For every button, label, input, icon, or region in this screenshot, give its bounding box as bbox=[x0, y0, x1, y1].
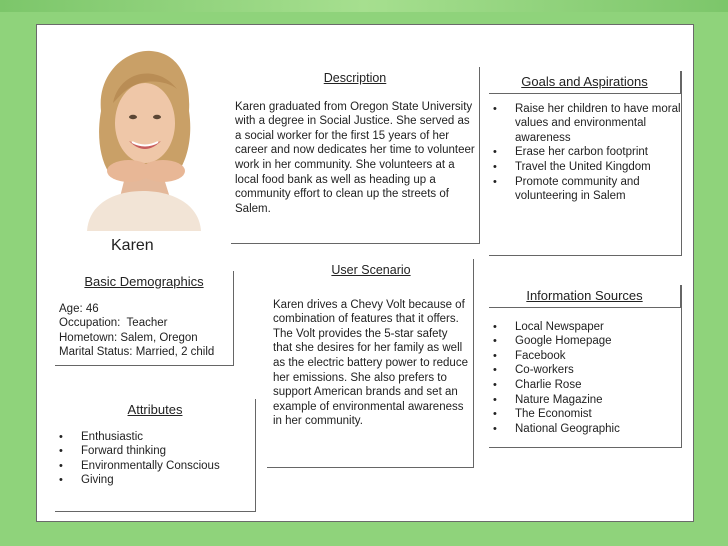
goal-item: • Travel the United Kingdom bbox=[489, 160, 681, 175]
source-item: • Facebook bbox=[489, 349, 681, 364]
source-item: • Google Homepage bbox=[489, 334, 681, 349]
information-sources-box bbox=[489, 285, 682, 448]
persona-name: Karen bbox=[111, 237, 154, 254]
information-sources-heading: Information Sources bbox=[489, 285, 681, 308]
goals-box bbox=[489, 71, 682, 256]
attribute-item: • Enthusiastic bbox=[55, 430, 255, 445]
goal-item: • Erase her carbon footprint bbox=[489, 145, 681, 160]
source-item: • National Geographic bbox=[489, 422, 681, 437]
source-item: • Co-workers bbox=[489, 363, 681, 378]
attribute-item: • Forward thinking bbox=[55, 444, 255, 459]
persona-photo bbox=[79, 41, 207, 231]
attributes-heading: Attributes bbox=[127, 402, 183, 417]
demographics-age: Age: 46 bbox=[59, 302, 99, 315]
information-sources-list bbox=[489, 320, 681, 437]
description-text: Karen graduated from Oregon State University with a degree in Social Justice. She served as a social worker for the first 15 years of her career and now dedicates her time to volunteer work in her community. She volunteers at a local food bank as well as heading up a community effort to clean up the streets of Salem. bbox=[235, 100, 475, 215]
goals-heading: Goals and Aspirations bbox=[489, 71, 681, 94]
attribute-item: • Giving bbox=[55, 473, 255, 488]
source-item: • Charlie Rose bbox=[489, 378, 681, 393]
attributes-list bbox=[55, 430, 255, 488]
goals-list bbox=[489, 102, 681, 204]
user-scenario-box bbox=[267, 259, 474, 468]
demographics-box bbox=[55, 271, 234, 366]
demographics-hometown: Hometown: Salem, Oregon bbox=[59, 331, 198, 344]
source-item: • Local Newspaper bbox=[489, 320, 681, 335]
demographics-marital-status: Marital Status: Married, 2 child bbox=[59, 346, 215, 359]
demographics-heading: Basic Demographics bbox=[84, 274, 204, 289]
attribute-item: • Environmentally Conscious bbox=[55, 459, 255, 474]
persona-slide bbox=[36, 24, 694, 522]
goal-item: • Promote community and volunteering in Salem bbox=[489, 175, 681, 204]
goal-item: • Raise her children to have moral values and environmental awareness bbox=[489, 102, 681, 146]
description-heading: Description bbox=[323, 71, 387, 85]
attributes-box bbox=[55, 399, 256, 512]
user-scenario-heading: User Scenario bbox=[331, 263, 411, 277]
demographics-occupation: Occupation: Teacher bbox=[59, 317, 168, 330]
top-decorative-strip bbox=[0, 0, 728, 12]
source-item: • Nature Magazine bbox=[489, 393, 681, 408]
source-item: • The Economist bbox=[489, 407, 681, 422]
user-scenario-text: Karen drives a Chevy Volt because of combination of features that it offers. The Volt provides the 5-star safety that she desires for her family as well as the electric battery power to reduce her emissions. She also prefers to support American brands and set an example of environmental awareness in her community. bbox=[273, 298, 468, 428]
description-box bbox=[231, 67, 480, 244]
